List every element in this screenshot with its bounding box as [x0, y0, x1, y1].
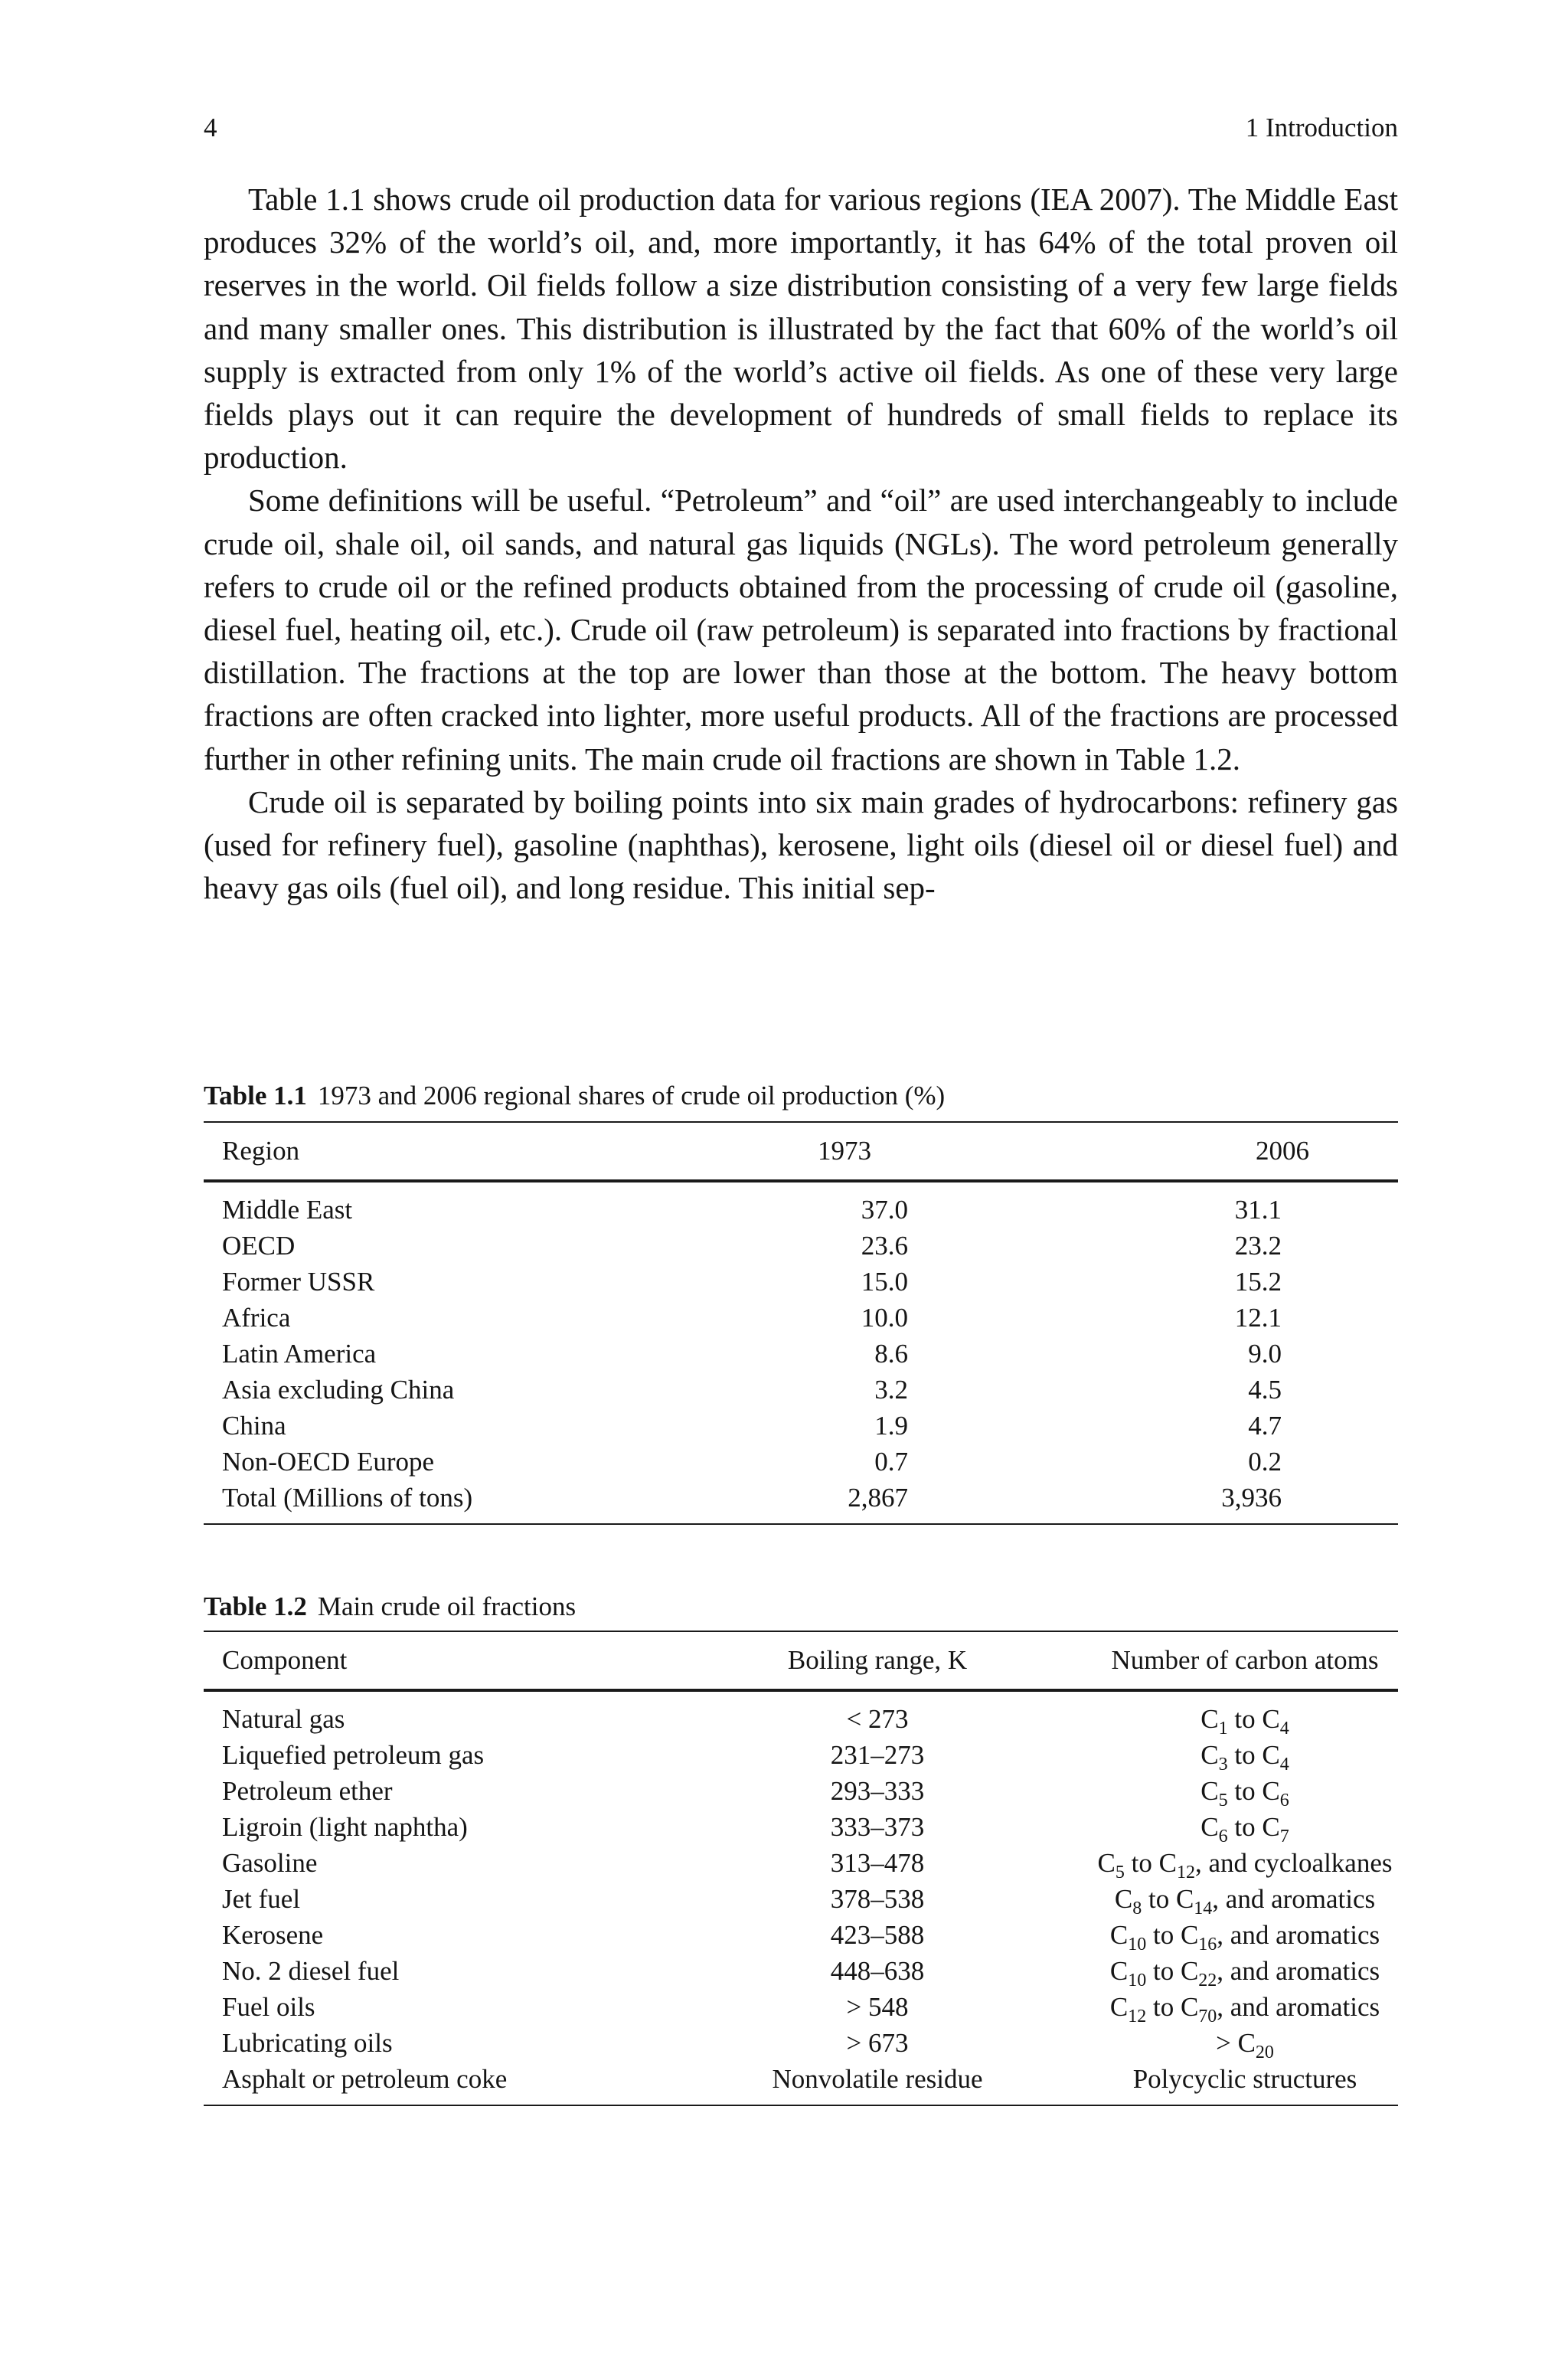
- cell-1973: 8.6: [874, 1339, 908, 1369]
- table-row: [204, 1336, 1398, 1372]
- cell-1973: 37.0: [861, 1195, 908, 1225]
- column-header-region: Region: [222, 1136, 300, 1166]
- column-header-carbon-atoms: Number of carbon atoms: [1111, 1645, 1379, 1675]
- cell-2006: 9.0: [1248, 1339, 1282, 1369]
- cell-1973: 1.9: [874, 1411, 908, 1441]
- cell-carbon-atoms: $C_5$ to $C_{12}$, and cycloalkanes: [1097, 1848, 1393, 1883]
- cell-2006: 4.5: [1248, 1375, 1282, 1405]
- cell-region: Latin America: [222, 1339, 377, 1369]
- cell-region: Africa: [222, 1303, 291, 1333]
- cell-1973: 2,867: [848, 1483, 908, 1513]
- cell-2006: 4.7: [1248, 1411, 1282, 1441]
- cell-region: Non-OECD Europe: [222, 1447, 435, 1477]
- table-row: [204, 1300, 1398, 1336]
- table-caption: [204, 1589, 1398, 1624]
- table-row: [204, 1192, 1398, 1228]
- table-body: [204, 1182, 1398, 1523]
- cell-component: Petroleum ether: [222, 1776, 393, 1806]
- cell-boiling-range: 293–333: [830, 1776, 925, 1806]
- cell-component: Kerosene: [222, 1920, 324, 1950]
- running-head: 1 Introduction: [1245, 113, 1398, 142]
- table-1-1: [204, 1078, 1398, 1525]
- cell-region: Middle East: [222, 1195, 353, 1225]
- cell-region: Asia excluding China: [222, 1375, 455, 1405]
- table-1-2: [204, 1589, 1398, 2106]
- cell-region: OECD: [222, 1231, 296, 1261]
- cell-region: Total (Millions of tons): [222, 1483, 473, 1513]
- table-body: [204, 1692, 1398, 2105]
- cell-boiling-range: 423–588: [830, 1920, 925, 1950]
- table-row: [204, 1737, 1398, 1773]
- cell-region: China: [222, 1411, 286, 1441]
- cell-1973: 23.6: [861, 1231, 908, 1261]
- cell-component: Jet fuel: [222, 1884, 301, 1914]
- page-number: 4: [204, 113, 217, 142]
- table-bottom-rule: [204, 2105, 1398, 2106]
- cell-boiling-range: < 273: [846, 1704, 909, 1734]
- cell-1973: 15.0: [861, 1267, 908, 1297]
- cell-component: Ligroin (light naphtha): [222, 1812, 468, 1842]
- cell-1973: 10.0: [861, 1303, 908, 1333]
- table-row: [204, 1444, 1398, 1480]
- table-row: [204, 1881, 1398, 1917]
- cell-carbon-atoms: > $C_{20}$: [1216, 2028, 1274, 2063]
- cell-region: Former USSR: [222, 1267, 375, 1297]
- table-row: [204, 1264, 1398, 1300]
- table-row: [204, 1917, 1398, 1953]
- cell-1973: 0.7: [874, 1447, 908, 1477]
- cell-2006: 15.2: [1234, 1267, 1282, 1297]
- cell-carbon-atoms: $C_5$ to $C_6$: [1200, 1776, 1289, 1811]
- table-row: [204, 1228, 1398, 1264]
- cell-carbon-atoms: $C_3$ to $C_4$: [1200, 1740, 1289, 1775]
- cell-component: Liquefied petroleum gas: [222, 1740, 485, 1770]
- table-label: Table 1.1: [204, 1081, 307, 1110]
- table-label: Table 1.2: [204, 1591, 307, 1621]
- table-caption-text: 1973 and 2006 regional shares of crude oil production (%): [317, 1081, 946, 1110]
- cell-boiling-range: 378–538: [830, 1884, 925, 1914]
- cell-carbon-atoms: Polycyclic structures: [1132, 2064, 1357, 2094]
- column-header-2006: 2006: [1256, 1136, 1309, 1166]
- cell-1973: 3.2: [874, 1375, 908, 1405]
- table-row: [204, 1773, 1398, 1809]
- table-bottom-rule: [204, 1523, 1398, 1525]
- table-row: [204, 1408, 1398, 1444]
- cell-carbon-atoms: $C_6$ to $C_7$: [1200, 1812, 1289, 1847]
- cell-boiling-range: 448–638: [830, 1956, 925, 1986]
- table-header-row: [204, 1632, 1398, 1689]
- cell-2006: 12.1: [1234, 1303, 1282, 1333]
- cell-carbon-atoms: $C_{12}$ to $C_{70}$, and aromatics: [1109, 1992, 1380, 2027]
- table-row: [204, 1845, 1398, 1881]
- paragraph: Some definitions will be useful. “Petroleum” and “oil” are used interchangeably to include crude oil, shale oil, oil sands, and natural gas liquids (NGLs). The word petroleum generally refers to crude oil or the refined products obtained from the processing of crude oil (gasoline, diesel fuel, heating oil, etc.). Crude oil (raw petroleum) is separated into fractions by fractional distillation. The fractions at the top are lower than those at the bottom. The heavy bottom fractions are often cracked into lighter, more useful products. All of the fractions are processed further in other refining units. The main crude oil fractions are shown in Table 1.2.: [204, 482, 1398, 777]
- paragraph: Crude oil is separated by boiling points into six main grades of hydrocarbons: refinery gas (used for refinery fuel), gasoline (naphthas), kerosene, light oils (diesel oil or diesel fuel) and heavy gas oils (fuel oil), and long residue. This initial sep-: [204, 783, 1398, 906]
- table-row: [204, 1480, 1398, 1516]
- table-row: [204, 1809, 1398, 1845]
- cell-boiling-range: > 673: [846, 2028, 909, 2058]
- cell-carbon-atoms: $C_8$ to $C_{14}$, and aromatics: [1114, 1884, 1376, 1919]
- table-caption-text: Main crude oil fractions: [317, 1591, 577, 1621]
- cell-carbon-atoms: $C_{10}$ to $C_{22}$, and aromatics: [1109, 1956, 1380, 1991]
- cell-2006: 31.1: [1234, 1195, 1282, 1225]
- cell-component: Natural gas: [222, 1704, 345, 1734]
- cell-component: Lubricating oils: [222, 2028, 393, 2058]
- paragraph: Table 1.1 shows crude oil production data for various regions (IEA 2007). The Middle East produces 32% of the world’s oil, and, more importantly, it has 64% of the total proven oil reserves in the world. Oil fields follow a size distribution consisting of a very few large fields and many smaller ones. This distribution is illustrated by the fact that 60% of the world’s oil supply is extracted from only 1% of the world’s active oil fields. As one of these very large fields plays out it can require the development of hundreds of small fields to replace its production.: [204, 182, 1398, 476]
- table-row: [204, 1953, 1398, 1989]
- column-header-component: Component: [222, 1645, 348, 1675]
- cell-2006: 23.2: [1234, 1231, 1282, 1261]
- table-row: [204, 1701, 1398, 1737]
- cell-carbon-atoms: $C_1$ to $C_4$: [1200, 1704, 1289, 1739]
- cell-2006: 3,936: [1221, 1483, 1282, 1513]
- table-header-row: [204, 1123, 1398, 1179]
- cell-component: No. 2 diesel fuel: [222, 1956, 400, 1986]
- cell-boiling-range: > 548: [846, 1992, 909, 2022]
- table-row: [204, 1372, 1398, 1408]
- table-row: [204, 2025, 1398, 2061]
- table-row: [204, 1989, 1398, 2025]
- cell-component: Fuel oils: [222, 1992, 315, 2022]
- column-header-boiling-range: Boiling range, K: [787, 1645, 968, 1675]
- table-row: [204, 2061, 1398, 2097]
- cell-component: Asphalt or petroleum coke: [222, 2064, 508, 2094]
- cell-carbon-atoms: $C_{10}$ to $C_{16}$, and aromatics: [1109, 1920, 1380, 1955]
- cell-boiling-range: Nonvolatile residue: [772, 2064, 983, 2094]
- cell-2006: 0.2: [1248, 1447, 1282, 1477]
- page-header: [204, 109, 1398, 147]
- column-header-1973: 1973: [818, 1136, 871, 1166]
- table-caption: [204, 1078, 1398, 1114]
- cell-boiling-range: 313–478: [830, 1848, 925, 1878]
- cell-boiling-range: 231–273: [830, 1740, 925, 1770]
- body-text: [204, 178, 1398, 909]
- cell-component: Gasoline: [222, 1848, 318, 1878]
- cell-boiling-range: 333–373: [830, 1812, 925, 1842]
